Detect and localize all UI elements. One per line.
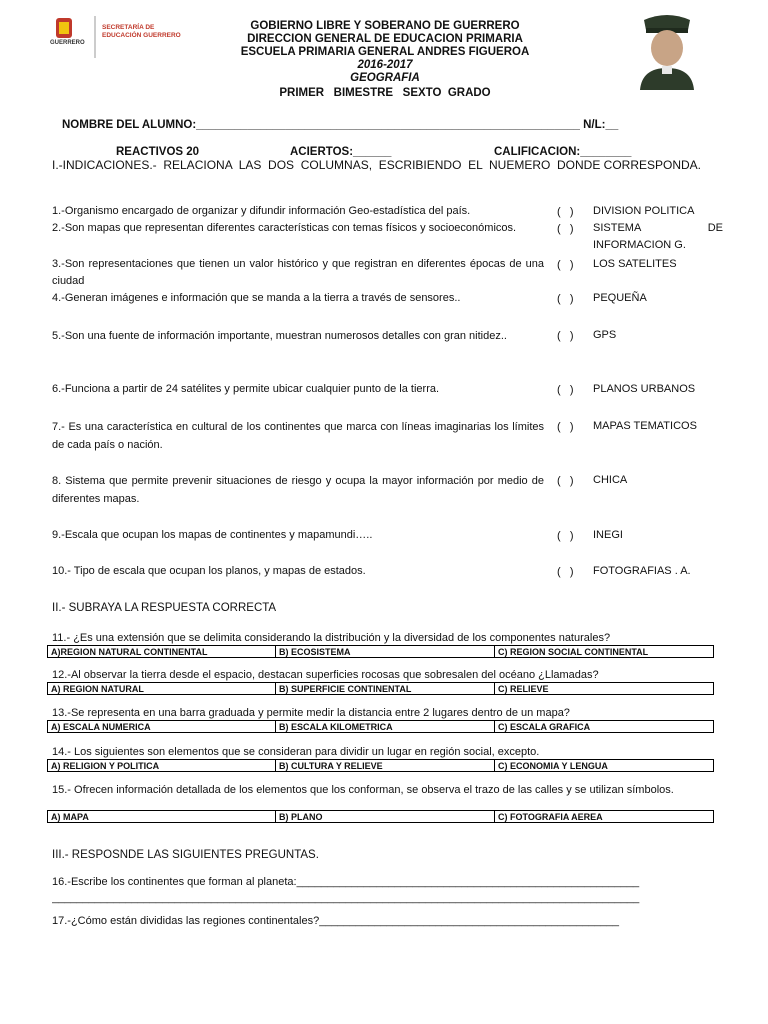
header-year: 2016-2017 [357,59,413,71]
mc-option-12-b[interactable]: B) SUPERFICIE CONTINENTAL [276,683,495,695]
matching-blank-5[interactable]: ( ) [557,330,574,342]
matching-answer-10: FOTOGRAFIAS . A. [593,565,691,577]
matching-answer-1: DIVISION POLITICA [593,205,695,217]
matching-blank-3[interactable]: ( ) [557,259,574,271]
matching-blank-2[interactable]: ( ) [557,223,574,235]
mc-option-13-a[interactable]: A) ESCALA NUMERICA [48,721,276,733]
matching-blank-10[interactable]: ( ) [557,566,574,578]
matching-question-5: 5.-Son una fuente de información importante, muestran numerosos detalles con gran nitidez.. [52,330,507,342]
mc-question-14: 14.- Los siguientes son elementos que se consideran para dividir un lugar en región social, excepto. [52,746,540,758]
mc-option-12-a[interactable]: A) REGION NATURAL [48,683,276,695]
mc-option-14-b[interactable]: B) CULTURA Y RELIEVE [276,760,495,772]
mc-options-12 [47,682,714,695]
mc-question-15: 15.- Ofrecen información detallada de los elementos que los conforman, se observa el trazo de las calles y se utilizan símbolos. [52,784,674,796]
logo-org-line1: SECRETARÍA DE [102,24,155,31]
mc-option-11-a[interactable]: A)REGION NATURAL CONTINENTAL [48,646,276,658]
matching-blank-8[interactable]: ( ) [557,475,574,487]
section2-title: II.- SUBRAYA LA RESPUESTA CORRECTA [52,602,277,614]
mc-option-14-c[interactable]: C) ECONOMIA Y LENGUA [495,760,714,772]
header-line2: DIRECCION GENERAL DE EDUCACION PRIMARIA [247,33,523,45]
matching-blank-4[interactable]: ( ) [557,293,574,305]
matching-answer-3: LOS SATELITES [593,258,677,270]
matching-question-3: 3.-Son representaciones que tienen un valor histórico y que registran en diferentes épocas de una ciudad [52,258,544,287]
mc-options-14 [47,759,714,772]
mc-option-11-b[interactable]: B) ECOSISTEMA [276,646,495,658]
mc-option-15-a[interactable]: A) MAPA [48,811,276,823]
matching-blank-1[interactable]: ( ) [557,206,574,218]
aciertos-label: ACIERTOS:______ [290,146,392,158]
matching-answer-4: PEQUEÑA [593,292,647,304]
matching-answer-6: PLANOS URBANOS [593,383,696,395]
matching-question-7: 7.- Es una característica en cultural de los continentes que marca con líneas imaginarias los límites de cada país o nación. [52,421,544,451]
mc-option-11-c[interactable]: C) REGION SOCIAL CONTINENTAL [495,646,714,658]
section1-instructions: I.-INDICACIONES.- RELACIONA LAS DOS COLUMNAS, ESCRIBIENDO EL NUEMERO DONDE CORRESPONDA. [52,158,702,172]
matching-blank-7[interactable]: ( ) [557,421,574,433]
mc-option-15-c[interactable]: C) FOTOGRAFIA AEREA [495,811,714,823]
matching-question-4: 4.-Generan imágenes e información que se manda a la tierra a través de sensores.. [52,292,461,304]
matching-answer-7: MAPAS TEMATICOS [593,420,697,432]
mc-option-14-a[interactable]: A) RELIGION Y POLITICA [48,760,276,772]
section3-title: III.- RESPOSNDE LAS SIGUIENTES PREGUNTAS. [52,849,319,861]
matching-answer-8: CHICA [593,474,628,486]
matching-answer-5: GPS [593,329,617,341]
mc-option-15-b[interactable]: B) PLANO [276,811,495,823]
matching-answer-2: SISTEMA DE INFORMACION G. [593,222,727,251]
matching-question-10: 10.- Tipo de escala que ocupan los planos, y mapas de estados. [52,565,366,577]
logo-org-line2: EDUCACIÓN GUERRERO [102,32,181,39]
matching-question-6: 6.-Funciona a partir de 24 satélites y permite ubicar cualquier punto de la tierra. [52,383,440,395]
mc-option-13-c[interactable]: C) ESCALA GRAFICA [495,721,714,733]
matching-question-1: 1.-Organismo encargado de organizar y difundir información Geo-estadística del país. [52,205,471,217]
open-question-17[interactable]: 17.-¿Cómo están divididas las regiones continentales?_________________________________________________ [52,915,619,927]
mc-options-13 [47,720,714,733]
header-line1: GOBIERNO LIBRE Y SOBERANO DE GUERRERO [250,20,520,32]
mc-question-13: 13.-Se representa en una barra graduada y permite medir la distancia entre 2 lugares dentro de un mapa? [52,707,570,719]
matching-question-8: 8. Sistema que permite prevenir situaciones de riesgo y ocupa la mayor información por medio de diferentes mapas. [52,475,544,505]
header-subject: GEOGRAFIA [350,72,420,84]
open-question-16[interactable]: 16.-Escribe los continentes que forman al planeta:________________________________________________________ [52,876,640,888]
mc-option-12-c[interactable]: C) RELIEVE [495,683,714,695]
mc-question-12: 12.-Al observar la tierra desde el espacio, destacan superficies rocosas que sobresalen del océano ¿Llamadas? [52,669,599,681]
matching-blank-6[interactable]: ( ) [557,384,574,396]
reactivos-label: REACTIVOS 20 [116,146,200,158]
mc-options-11 [47,645,714,658]
mc-option-13-b[interactable]: B) ESCALA KILOMETRICA [276,721,495,733]
matching-answer-9: INEGI [593,529,623,541]
student-name-line: NOMBRE DEL ALUMNO:____________________________________________________________ N/L:__ [62,119,619,131]
logo-name: GUERRERO [50,40,85,46]
matching-question-2: 2.-Son mapas que representan diferentes características con temas físicos y socioeconómicos. [52,222,517,234]
open-question-16-line[interactable]: ________________________________________________________________________________________________ [52,892,640,904]
mc-question-11: 11.- ¿Es una extensión que se delimita considerando la distribución y la diversidad de los componentes naturales? [52,632,611,644]
header-line3: ESCUELA PRIMARIA GENERAL ANDRES FIGUEROA [240,46,530,58]
matching-question-9: 9.-Escala que ocupan los mapas de continentes y mapamundi….. [52,529,373,541]
matching-blank-9[interactable]: ( ) [557,530,574,542]
portrait-image [630,14,704,90]
calificacion-label: CALIFICACION:________ [494,146,632,158]
header-period: PRIMER BIMESTRE SEXTO GRADO [279,87,491,99]
mc-options-15 [47,810,714,823]
